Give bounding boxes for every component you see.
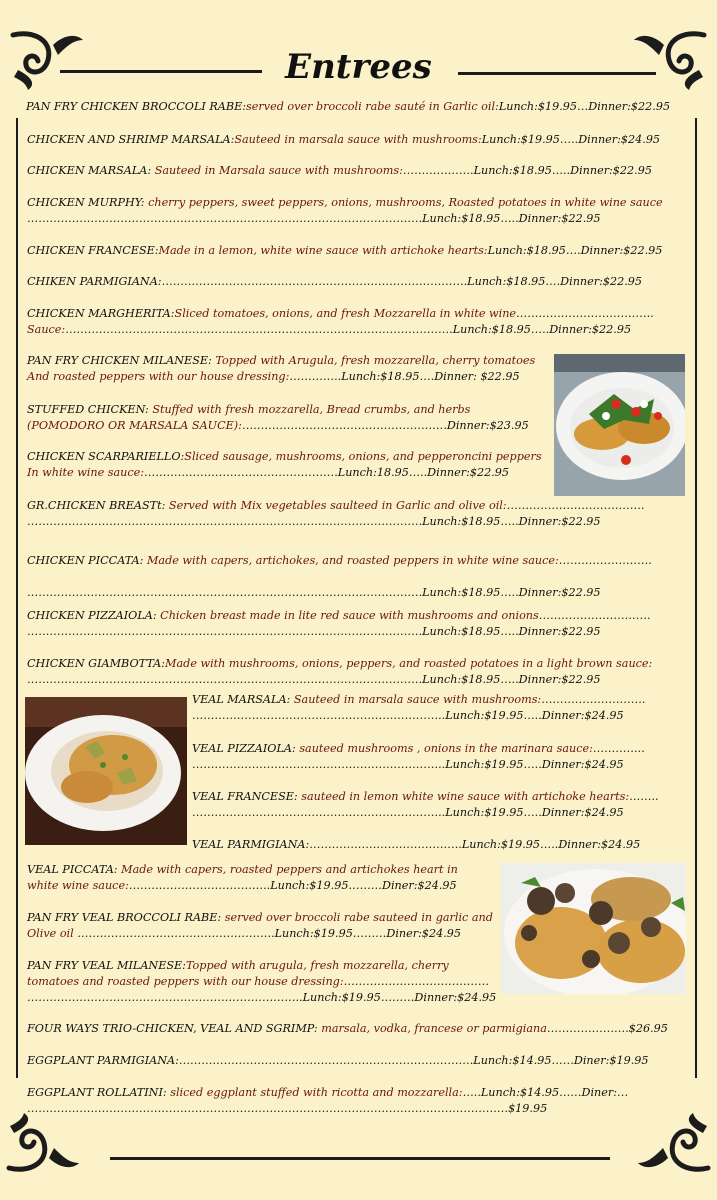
menu-item: STUFFED CHICKEN: Stuffed with fresh mozzarella, Bread crumbs, and herbs (POMODORO OR MARSALA SAUCE):……………………………………………….Dinner:$23.95	[27, 403, 529, 432]
menu-item: VEAL MARSALA: Sauteed in marsala sauce with mushrooms:………………………. …………………………………………………………..Lunch:$19.95…..Dinner:$24.95	[192, 693, 646, 722]
menu-item: PAN FRY VEAL MILANESE:Topped with arugula, fresh mozzarella, cherry tomatoes and roasted peppers with our house dressing:…………………………………	[27, 959, 490, 988]
menu-item: PAN FRY CHICKEN MILANESE: Topped with Arugula, fresh mozzarella, cherry tomatoes And roasted peppers with our house dressing:…………..Lunch:$18.95….Dinner: $22.95	[27, 354, 536, 383]
page-title: Entrees	[285, 47, 432, 87]
menu-item: CHICKEN GIAMBOTTA:Made with mushrooms, onions, peppers, and roasted potatoes in a light brown sauce: …………………………………………………………………………………………….Lunch:$18.95…..Dinner:$22.95	[27, 657, 653, 686]
menu-item: ………………………………………………………………..Lunch:$19.95………Dinner:$24.95	[27, 991, 497, 1004]
menu-item: FOUR WAYS TRIO-CHICKEN, VEAL AND SGRIMP: marsala, vodka, francese or parmigiana………………….$26.95	[27, 1022, 668, 1035]
frame-border-right	[695, 118, 697, 1078]
menu-item: PAN FRY CHICKEN BROCCOLI RABE:served over broccoli rabe sauté in Garlic oil:Lunch:$19.95…Dinner:$22.95	[26, 100, 671, 113]
menu-item: CHICKEN MARSALA: Sauteed in Marsala sauce with mushrooms:……………….Lunch:$18.95…..Dinner:$22.95	[27, 164, 652, 177]
menu-item: CHICKEN MARGHERITA:Sliced tomatoes, onions, and fresh Mozzarella in white wine………………………………. Sauce:………………………………………………………….……………………………….Lunch:$18.95…..Dinner:$22.95	[27, 307, 654, 336]
menu-item: CHICKEN SCARPARIELLO:Sliced sausage, mushrooms, onions, and pepperoncini peppers In white wine sauce:…………………………………………….Lunch:18.95…..Dinner:$22.95	[27, 450, 542, 479]
menu-item: VEAL FRANCESE: sauteed in lemon white wine sauce with artichoke hearts:…….. …………………………………………………………..Lunch:$19.95…..Dinner:$24.95	[192, 790, 659, 819]
menu-item: CHIKEN PARMIGIANA:……………………………………………………………………….Lunch:$18.95….Dinner:$22.95	[27, 275, 642, 288]
menu-item: EGGPLANT ROLLATINI: sliced eggplant stuffed with ricotta and mozzarella:…..Lunch:$14.95……Diner:… …………………………………………………………………………………………………………………$19.95	[27, 1086, 629, 1115]
menu-item: CHICKEN AND SHRIMP MARSALA:Sauteed in marsala sauce with mushrooms:Lunch:$19.95…..Dinner:$24.95	[27, 133, 661, 146]
frame-border-left	[16, 118, 18, 1078]
menu-item: PAN FRY VEAL BROCCOLI RABE: served over broccoli rabe sauteed in garlic and Olive oil ……………………………………………..Lunch:$19.95………Diner:$24.95	[27, 911, 493, 940]
menu-item: EGGPLANT PARMIGIANA:…………………………………………………………………….Lunch:$14.95……Diner:$19.95	[27, 1054, 649, 1067]
menu-item: CHICKEN FRANCESE:Made in a lemon, white wine sauce with artichoke hearts:Lunch:$18.95….Dinner:$22.95	[27, 244, 663, 257]
menu-item: GR.CHICKEN BREASTt: Served with Mix vegetables saulteed in Garlic and olive oil:………………………………. …………………………………………………………………………………………….Lunch:$18.95…..Dinner:$22.95	[27, 499, 645, 528]
menu-item: CHICKEN MURPHY: cherry peppers, sweet peppers, onions, mushrooms, Roasted potatoes in white wine sauce …………………………………………………………………………………………….Lunch:$18.95…..Dinner:$22.95	[27, 196, 663, 225]
chicken-milanese-photo	[554, 354, 685, 496]
bottom-divider	[110, 1157, 610, 1160]
menu-item: CHICKEN PICCATA: Made with capers, artichokes, and roasted peppers in white wine sauce:……………………. …………………………………………………………………………………………….Lunch:$18.95…..Dinner:$22.95	[27, 554, 652, 599]
veal-francese-photo	[25, 697, 187, 845]
corner-ornament-bottom-right-icon	[633, 1098, 713, 1178]
veal-marsala-photo	[501, 863, 686, 994]
menu-item: CHICKEN PIZZAIOLA: Chicken breast made in lite red sauce with mushrooms and onions………………………… …………………………………………………………………………………………….Lunch:$18.95…..Dinner:$22.95	[27, 609, 651, 638]
menu-item: VEAL PICCATA: Made with capers, roasted peppers and artichokes heart in white wine sauce:………………………………..Lunch:$19.95………Diner:$24.95	[27, 863, 458, 892]
menu-item: VEAL PARMIGIANA:…………………………………..Lunch:$19.95…..Dinner:$24.95	[192, 838, 641, 851]
menu-item: VEAL PIZZAIOLA: sauteed mushrooms , onions in the marinara sauce:………….. …………………………………………………………..Lunch:$19.95…..Dinner:$24.95	[192, 742, 645, 771]
